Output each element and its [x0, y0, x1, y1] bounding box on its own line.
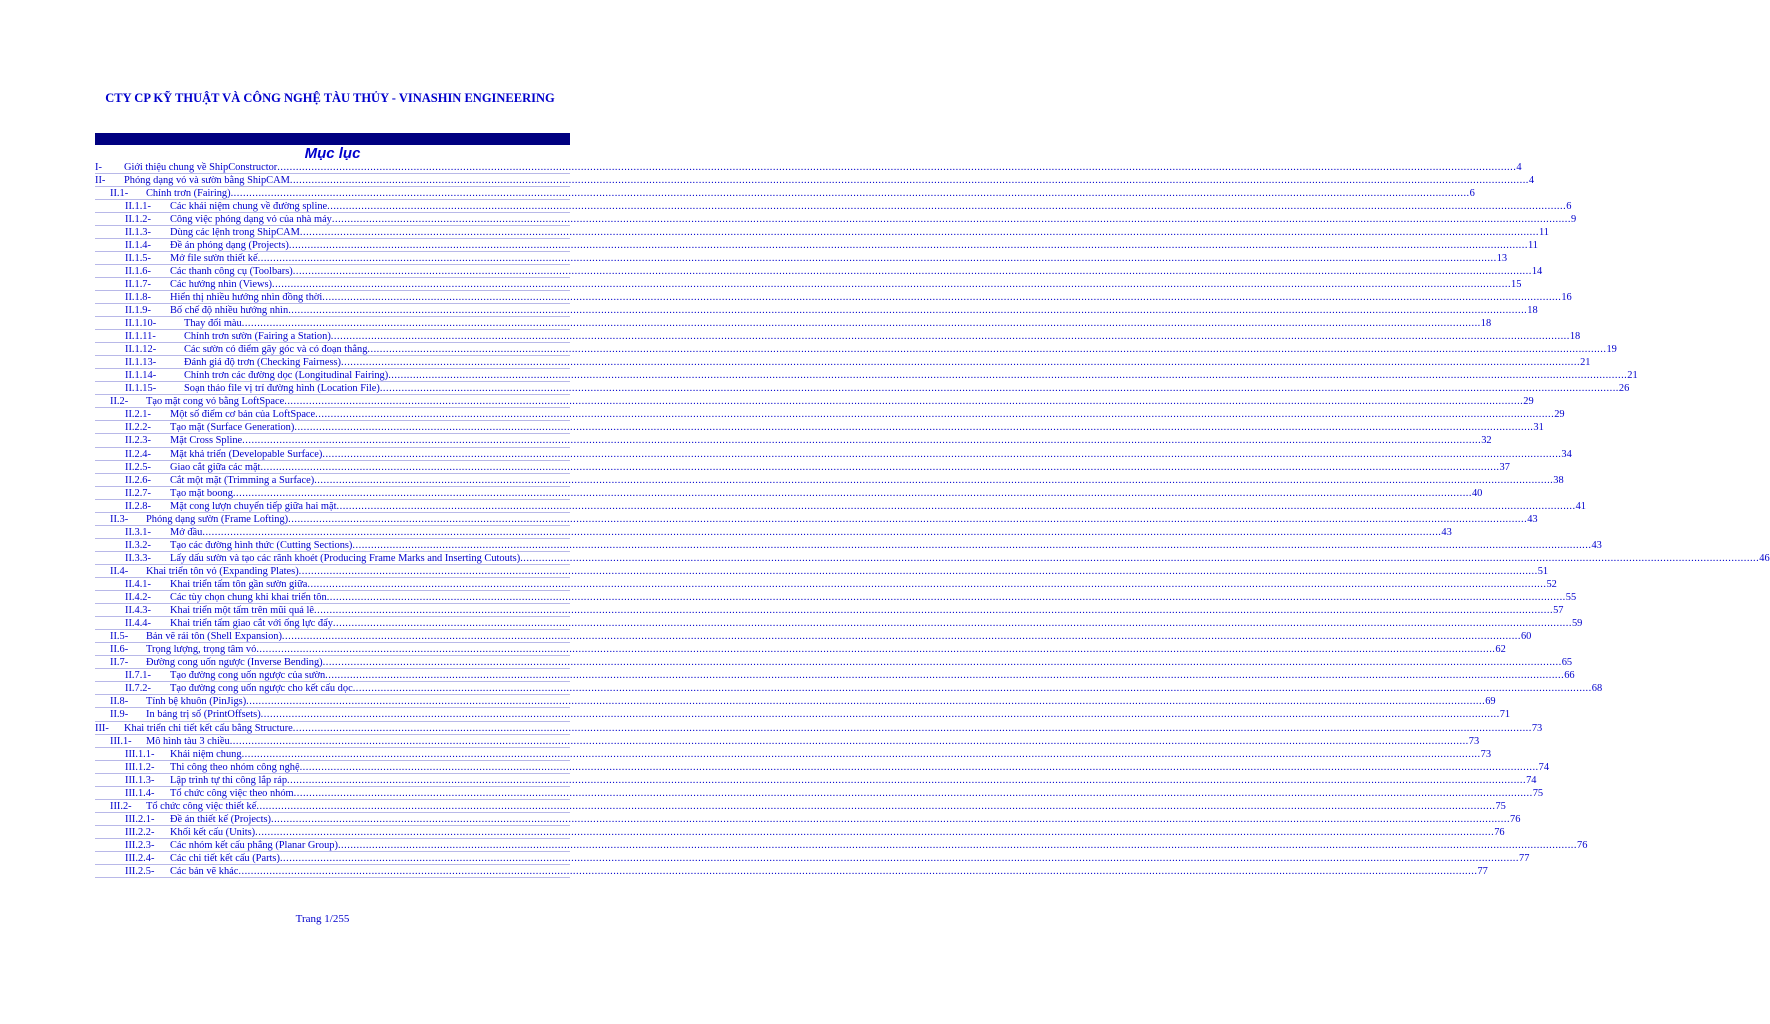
toc-entry-number: II.2.1-	[125, 409, 151, 421]
toc-entry-number: II.2.2-	[125, 422, 151, 434]
toc-entry-number: II.1.5-	[125, 252, 151, 264]
toc-entry-number: II.1.12-	[125, 344, 157, 356]
toc-leader-dots: ................................................................................................................................................................................................................................................................................................................................................................................................................	[299, 761, 1539, 773]
toc-entry-page: 74	[1526, 774, 1537, 786]
toc-entry-number: III.2.2-	[125, 826, 155, 838]
toc-entry-number: II.1.1-	[125, 200, 151, 212]
toc-entry-number: I-	[95, 161, 102, 173]
toc-leader-dots: ................................................................................................................................................................................................................................................................................................................................................................................................................	[229, 735, 1469, 747]
toc-leader-dots: ................................................................................................................................................................................................................................................................................................................................................................................................................	[298, 565, 1538, 577]
toc-entry-number: II.2.4-	[125, 448, 151, 460]
toc-leader-dots: ................................................................................................................................................................................................................................................................................................................................................................................................................	[322, 657, 1562, 669]
toc-entry[interactable]	[95, 748, 1492, 761]
toc-entry-page: 32	[1481, 435, 1492, 447]
toc-entry[interactable]	[95, 813, 1521, 826]
toc-entry[interactable]	[95, 265, 1543, 278]
toc-entry-title: Tạo các đường hình thức (Cutting Sections)	[170, 539, 353, 551]
toc-entry-title: Tổ chức công việc thiết kế	[146, 800, 257, 812]
toc-leader-dots: ................................................................................................................................................................................................................................................................................................................................................................................................................	[288, 513, 1528, 525]
toc-entry[interactable]	[95, 474, 1564, 487]
toc-leader-dots: ................................................................................................................................................................................................................................................................................................................................................................................................................	[294, 422, 1534, 434]
toc-entry-page: 65	[1561, 657, 1573, 669]
toc-entry-number: III.1.4-	[125, 787, 155, 799]
toc-entry[interactable]	[95, 317, 1492, 330]
toc-entry-title: Mở file sườn thiết kế	[170, 252, 258, 264]
toc-entry[interactable]	[95, 669, 1575, 682]
toc-entry-page: 77	[1477, 866, 1488, 878]
toc-entry-number: II.5-	[110, 631, 129, 643]
toc-entry-page: 52	[1546, 579, 1557, 590]
toc-entry-page: 26	[1618, 383, 1630, 395]
toc-leader-dots: ................................................................................................................................................................................................................................................................................................................................................................................................................	[292, 265, 1532, 277]
toc-entry[interactable]	[95, 722, 1543, 735]
toc-entry[interactable]	[95, 591, 1577, 604]
toc-entry-number: III.2.3-	[125, 839, 155, 851]
toc-entry-number: III.2-	[110, 800, 132, 812]
toc-entry-number: II.3.1-	[125, 526, 151, 538]
toc-leader-dots: ................................................................................................................................................................................................................................................................................................................................................................................................................	[332, 618, 1572, 630]
toc-entry-number: II.3.2-	[125, 539, 151, 551]
toc-entry-number: II.4-	[110, 565, 129, 577]
toc-entry[interactable]	[95, 226, 1549, 239]
toc-entry[interactable]	[95, 774, 1537, 787]
toc-leader-dots: ................................................................................................................................................................................................................................................................................................................................................................................................................	[299, 226, 1539, 238]
toc-entry-title: Khối kết cấu (Units)	[170, 826, 256, 838]
toc-entry-page: 29	[1554, 409, 1565, 421]
toc-entry[interactable]	[95, 708, 1511, 721]
toc-entry-page: 74	[1538, 761, 1550, 773]
toc-entry-title: Mô hình tàu 3 chiều	[146, 735, 230, 747]
toc-entry-page: 40	[1471, 487, 1483, 499]
toc-entry-title: Trọng lượng, trọng tâm vỏ	[146, 644, 257, 656]
toc-entry[interactable]	[95, 852, 1530, 865]
toc-entry-title: Mặt cong lượn chuyển tiếp giữa hai mặt	[170, 500, 337, 512]
toc-entry[interactable]	[95, 565, 1549, 578]
table-of-contents	[95, 161, 1770, 879]
toc-entry[interactable]	[95, 343, 1617, 356]
toc-entry-page: 21	[1627, 370, 1638, 382]
toc-entry-page: 18	[1480, 318, 1492, 330]
toc-entry-number: II.7-	[110, 657, 129, 669]
toc-entry-page: 19	[1606, 344, 1617, 356]
toc-leader-dots: ................................................................................................................................................................................................................................................................................................................................................................................................................	[256, 644, 1496, 656]
toc-entry-title: Công việc phóng dạng vỏ của nhà máy	[170, 213, 332, 225]
toc-entry[interactable]	[95, 187, 1475, 200]
toc-leader-dots: ................................................................................................................................................................................................................................................................................................................................................................................................................	[281, 631, 1521, 643]
toc-leader-dots: ................................................................................................................................................................................................................................................................................................................................................................................................................	[279, 852, 1519, 864]
toc-leader-dots: ................................................................................................................................................................................................................................................................................................................................................................................................................	[284, 396, 1524, 408]
toc-entry-title: Đề án phóng dạng (Projects)	[170, 239, 289, 251]
toc-entry[interactable]	[95, 826, 1505, 839]
toc-entry-page: 46	[1759, 552, 1770, 564]
toc-entry[interactable]	[95, 787, 1544, 800]
toc-entry-number: III.2.4-	[125, 852, 155, 864]
toc-entry-number: II.4.2-	[125, 592, 151, 604]
toc-leader-dots: ................................................................................................................................................................................................................................................................................................................................................................................................................	[256, 800, 1496, 812]
toc-leader-dots: ................................................................................................................................................................................................................................................................................................................................................................................................................	[238, 866, 1478, 878]
toc-entry-page: 34	[1561, 448, 1572, 460]
toc-entry[interactable]	[95, 421, 1544, 434]
toc-leader-dots: ................................................................................................................................................................................................................................................................................................................................................................................................................	[337, 839, 1577, 851]
toc-entry[interactable]	[95, 526, 1452, 539]
toc-entry-page: 11	[1538, 226, 1549, 238]
toc-entry[interactable]	[95, 604, 1564, 617]
toc-leader-dots: ................................................................................................................................................................................................................................................................................................................................................................................................................	[271, 278, 1512, 290]
toc-entry-title: Chỉnh trơn sườn (Fairing a Station)	[184, 331, 331, 343]
toc-entry[interactable]	[95, 578, 1557, 591]
toc-entry-page: 43	[1591, 539, 1602, 551]
toc-entry[interactable]	[95, 395, 1534, 408]
toc-entry[interactable]	[95, 643, 1506, 656]
toc-entry[interactable]	[95, 408, 1565, 421]
toc-entry-number: II.3.3-	[125, 552, 151, 564]
toc-leader-dots: ................................................................................................................................................................................................................................................................................................................................................................................................................	[325, 670, 1565, 682]
toc-entry-page: 59	[1571, 618, 1583, 630]
toc-entry-number: III.1.3-	[125, 774, 155, 786]
toc-entry-title: Lấy dấu sườn và tạo các rãnh khoét (Producing Frame Marks and Inserting Cutouts)	[170, 552, 521, 564]
toc-leader-dots: ................................................................................................................................................................................................................................................................................................................................................................................................................	[257, 252, 1497, 264]
toc-entry[interactable]	[95, 839, 1588, 852]
toc-entry-page: 18	[1527, 305, 1538, 317]
toc-leader-dots: ................................................................................................................................................................................................................................................................................................................................................................................................................	[230, 187, 1470, 199]
toc-entry-number: II.1.6-	[125, 265, 151, 277]
toc-entry[interactable]	[95, 448, 1572, 461]
toc-entry-page: 16	[1561, 291, 1572, 303]
toc-entry-number: III.2.1-	[125, 813, 155, 825]
toc-leader-dots: ................................................................................................................................................................................................................................................................................................................................................................................................................	[326, 592, 1566, 604]
toc-entry-title: Một số điểm cơ bản của LoftSpace	[170, 409, 316, 421]
toc-leader-dots: ................................................................................................................................................................................................................................................................................................................................................................................................................	[330, 331, 1570, 343]
toc-entry-title: Các hướng nhìn (Views)	[170, 278, 272, 290]
toc-entry-number: II.1-	[110, 187, 129, 199]
toc-leader-dots: ................................................................................................................................................................................................................................................................................................................................................................................................................	[242, 435, 1482, 447]
toc-entry[interactable]	[95, 552, 1770, 565]
toc-entry-title: Đường cong uốn ngược (Inverse Bending)	[146, 657, 323, 669]
page-footer: Trang 1/255	[295, 913, 350, 925]
toc-leader-dots: ................................................................................................................................................................................................................................................................................................................................................................................................................	[322, 448, 1562, 460]
toc-leader-dots: ................................................................................................................................................................................................................................................................................................................................................................................................................	[289, 174, 1529, 186]
toc-entry-number: II.2.8-	[125, 500, 151, 512]
toc-entry-number: II.1.11-	[125, 331, 156, 343]
toc-entry[interactable]	[95, 304, 1538, 317]
toc-entry-title: Bố chế độ nhiều hướng nhìn	[170, 305, 289, 317]
toc-leader-dots: ................................................................................................................................................................................................................................................................................................................................................................................................................	[255, 826, 1495, 838]
toc-entry-page: 14	[1531, 265, 1543, 277]
toc-entry-number: II.7.2-	[125, 683, 151, 695]
toc-leader-dots: ................................................................................................................................................................................................................................................................................................................................................................................................................	[331, 213, 1571, 225]
toc-entry-title: Mở đầu	[170, 526, 203, 538]
toc-entry-title: Khai triển tấm tôn gần sườn giữa	[170, 579, 308, 590]
toc-entry-page: 73	[1480, 748, 1492, 760]
toc-entry-title: Các nhóm kết cấu phẳng (Planar Group)	[170, 839, 338, 851]
toc-entry-number: II.2.3-	[125, 435, 151, 447]
toc-entry-title: Thi công theo nhóm công nghệ	[170, 761, 300, 773]
toc-entry[interactable]	[95, 695, 1496, 708]
toc-leader-dots: ................................................................................................................................................................................................................................................................................................................................................................................................................	[327, 200, 1567, 212]
toc-entry-page: 73	[1468, 735, 1480, 747]
toc-leader-dots: ................................................................................................................................................................................................................................................................................................................................................................................................................	[232, 487, 1472, 499]
toc-leader-dots: ................................................................................................................................................................................................................................................................................................................................................................................................................	[336, 500, 1576, 512]
toc-entry-page: 37	[1499, 461, 1510, 473]
toc-leader-dots: ................................................................................................................................................................................................................................................................................................................................................................................................................	[270, 813, 1511, 825]
toc-entry-title: Mặt khả triển (Developable Surface)	[170, 448, 323, 460]
toc-entry-title: In bảng trị số (PrintOffsets)	[146, 709, 261, 721]
toc-entry[interactable]	[95, 252, 1508, 265]
toc-leader-dots: ................................................................................................................................................................................................................................................................................................................................................................................................................	[260, 461, 1500, 473]
toc-entry-title: Các khái niệm chung về đường spline	[170, 200, 328, 212]
toc-entry-title: Các bản vẽ khác	[170, 866, 239, 878]
toc-leader-dots: ................................................................................................................................................................................................................................................................................................................................................................................................................	[341, 357, 1581, 369]
toc-entry-title: Lập trình tự thi công lắp ráp	[170, 774, 288, 786]
toc-entry[interactable]	[95, 369, 1638, 382]
toc-entry-title: Phóng dạng vỏ và sườn bằng ShipCAM	[124, 174, 290, 186]
toc-entry-page: 57	[1553, 605, 1564, 617]
toc-entry-page: 43	[1441, 526, 1452, 538]
toc-entry[interactable]	[95, 291, 1572, 304]
toc-entry-page: 29	[1523, 396, 1534, 408]
toc-entry-title: Chỉnh trơn (Fairing)	[146, 187, 231, 199]
toc-entry-number: II.9-	[110, 709, 129, 721]
toc-entry-title: Khai triển chi tiết kết cấu bằng Structure	[124, 722, 293, 734]
toc-entry-title: Các thanh công cụ (Toolbars)	[170, 265, 293, 277]
toc-entry-number: II.2.6-	[125, 474, 151, 486]
toc-leader-dots: ................................................................................................................................................................................................................................................................................................................................................................................................................	[388, 370, 1628, 382]
toc-entry-page: 11	[1527, 239, 1538, 251]
toc-entry-page: 55	[1565, 592, 1577, 604]
toc-entry-page: 73	[1531, 722, 1543, 734]
toc-entry-title: Phóng dạng sườn (Frame Lofting)	[146, 513, 289, 525]
toc-entry[interactable]	[95, 213, 1577, 226]
toc-entry-number: II.1.9-	[125, 305, 151, 317]
toc-entry[interactable]	[95, 461, 1510, 474]
toc-leader-dots: ................................................................................................................................................................................................................................................................................................................................................................................................................	[287, 774, 1527, 786]
toc-entry-page: 76	[1494, 826, 1505, 838]
toc-entry-title: Soạn thảo file vị trí đường hình (Location File)	[184, 383, 380, 395]
toc-entry[interactable]	[95, 330, 1581, 343]
toc-entry-page: 6	[1469, 187, 1475, 199]
toc-entry-number: III.2.5-	[125, 866, 155, 878]
toc-entry-page: 38	[1553, 474, 1564, 486]
toc-leader-dots: ................................................................................................................................................................................................................................................................................................................................................................................................................	[292, 722, 1532, 734]
toc-entry[interactable]	[95, 513, 1538, 526]
toc-entry-page: 4	[1516, 161, 1522, 173]
toc-entry-page: 6	[1566, 200, 1572, 212]
toc-entry-page: 68	[1591, 683, 1603, 695]
toc-entry-page: 4	[1528, 174, 1535, 186]
toc-entry-title: Khái niệm chung	[170, 748, 242, 760]
toc-leader-dots: ................................................................................................................................................................................................................................................................................................................................................................................................................	[246, 696, 1486, 708]
toc-entry-title: Khai triển tấm giao cắt với ống lực đẩy	[170, 618, 333, 630]
toc-entry-title: Tổ chức công việc theo nhóm	[170, 787, 294, 799]
toc-entry[interactable]	[95, 865, 1488, 878]
toc-entry-title: Đánh giá độ trơn (Checking Fairness)	[184, 357, 341, 369]
toc-entry-number: II.1.3-	[125, 226, 151, 238]
toc-entry-title: Dùng các lệnh trong ShipCAM	[170, 226, 300, 238]
toc-entry[interactable]	[95, 539, 1602, 552]
toc-entry-number: III.1-	[110, 735, 132, 747]
toc-leader-dots: ................................................................................................................................................................................................................................................................................................................................................................................................................	[352, 683, 1592, 695]
toc-entry[interactable]	[95, 382, 1630, 395]
toc-entry-title: Tạo mặt cong vỏ bằng LoftSpace	[146, 396, 285, 408]
toc-entry-page: 41	[1575, 500, 1586, 512]
toc-entry-number: II.1.13-	[125, 357, 157, 369]
toc-entry[interactable]	[95, 278, 1522, 291]
toc-leader-dots: ................................................................................................................................................................................................................................................................................................................................................................................................................	[307, 579, 1547, 590]
toc-entry[interactable]	[95, 800, 1506, 813]
toc-entry-number: II.6-	[110, 644, 129, 656]
toc-entry-number: II-	[95, 174, 106, 186]
toc-entry-page: 9	[1570, 213, 1577, 225]
toc-entry-number: II.1.7-	[125, 278, 151, 290]
toc-entry-page: 13	[1496, 252, 1508, 264]
toc-entry-page: 77	[1519, 852, 1530, 864]
toc-entry[interactable]	[95, 682, 1603, 695]
toc-entry-title: Tạo mặt boong	[170, 487, 233, 499]
toc-entry[interactable]	[95, 735, 1480, 748]
toc-entry-page: 18	[1569, 331, 1581, 343]
toc-entry-page: 62	[1495, 644, 1506, 656]
toc-entry-title: Các chi tiết kết cấu (Parts)	[170, 852, 280, 864]
toc-title: Mục lục	[304, 145, 361, 162]
toc-entry-page: 51	[1537, 565, 1549, 577]
toc-entry-number: II.8-	[110, 696, 129, 708]
toc-entry-number: II.2.7-	[125, 487, 151, 499]
toc-entry[interactable]	[95, 239, 1538, 252]
toc-entry-page: 43	[1527, 513, 1538, 525]
toc-entry-number: II.4.1-	[125, 579, 151, 590]
toc-entry[interactable]	[95, 161, 1522, 174]
toc-entry[interactable]	[95, 500, 1586, 513]
toc-entry[interactable]	[95, 487, 1483, 500]
toc-entry-title: Tạo đường cong uốn ngược cho kết cấu dọc	[170, 683, 353, 695]
toc-entry-number: II.1.10-	[125, 318, 157, 330]
toc-entry-page: 21	[1580, 357, 1591, 369]
toc-leader-dots: ................................................................................................................................................................................................................................................................................................................................................................................................................	[293, 787, 1533, 799]
toc-entry-title: Khai triển một tấm trên mũi quả lê	[170, 605, 314, 617]
toc-entry-title: Giao cắt giữa các mặt	[170, 461, 261, 473]
toc-entry-page: 76	[1577, 839, 1588, 851]
toc-entry-title: Giới thiệu chung về ShipConstructor	[124, 161, 278, 173]
toc-entry-page: 31	[1533, 422, 1544, 434]
toc-leader-dots: ................................................................................................................................................................................................................................................................................................................................................................................................................	[520, 552, 1760, 564]
toc-leader-dots: ................................................................................................................................................................................................................................................................................................................................................................................................................	[288, 239, 1528, 251]
toc-leader-dots: ................................................................................................................................................................................................................................................................................................................................................................................................................	[241, 748, 1481, 760]
toc-entry-number: II.7.1-	[125, 670, 151, 682]
toc-leader-dots: ................................................................................................................................................................................................................................................................................................................................................................................................................	[315, 409, 1555, 421]
toc-entry-title: Các sườn có điểm gãy góc và có đoạn thẳng	[184, 344, 368, 356]
toc-entry[interactable]	[95, 434, 1492, 447]
toc-entry[interactable]	[95, 761, 1550, 774]
toc-leader-dots: ................................................................................................................................................................................................................................................................................................................................................................................................................	[379, 383, 1619, 395]
toc-entry-number: III.1.1-	[125, 748, 155, 760]
toc-entry-page: 75	[1532, 787, 1544, 799]
toc-leader-dots: ................................................................................................................................................................................................................................................................................................................................................................................................................	[352, 539, 1592, 551]
toc-entry-title: Tạo mặt (Surface Generation)	[170, 422, 295, 434]
toc-entry-title: Các tùy chọn chung khi khai triển tôn	[170, 592, 327, 604]
toc-leader-dots: ................................................................................................................................................................................................................................................................................................................................................................................................................	[260, 709, 1500, 721]
toc-entry[interactable]	[95, 200, 1572, 213]
toc-entry-page: 76	[1510, 813, 1521, 825]
toc-entry-number: II.1.8-	[125, 291, 151, 303]
toc-entry-number: II.1.15-	[125, 383, 157, 395]
toc-entry[interactable]	[95, 174, 1535, 187]
toc-entry-title: Tính bệ khuôn (PinJigs)	[146, 696, 247, 708]
toc-entry[interactable]	[95, 630, 1532, 643]
toc-entry-page: 60	[1520, 631, 1532, 643]
toc-entry-title: Tạo đường cong uốn ngược của sườn	[170, 670, 326, 682]
toc-entry-page: 66	[1564, 670, 1575, 682]
toc-entry-title: Chỉnh trơn các đường dọc (Longitudinal Fairing)	[184, 370, 389, 382]
toc-entry-page: 71	[1499, 709, 1511, 721]
toc-leader-dots: ................................................................................................................................................................................................................................................................................................................................................................................................................	[202, 526, 1442, 538]
toc-leader-dots: ................................................................................................................................................................................................................................................................................................................................................................................................................	[367, 344, 1607, 356]
toc-entry-number: II.1.14-	[125, 370, 157, 382]
toc-entry-title: Khai triển tôn vỏ (Expanding Plates)	[146, 565, 299, 577]
toc-entry-title: Bản vẽ rải tôn (Shell Expansion)	[146, 631, 282, 643]
company-header: CTY CP KỸ THUẬT VÀ CÔNG NGHỆ TÀU THỦY - VINASHIN ENGINEERING	[105, 91, 555, 105]
toc-leader-dots: ................................................................................................................................................................................................................................................................................................................................................................................................................	[314, 605, 1554, 617]
toc-entry-title: Mặt Cross Spline	[170, 435, 243, 447]
toc-entry[interactable]	[95, 656, 1573, 669]
toc-leader-dots: ................................................................................................................................................................................................................................................................................................................................................................................................................	[314, 474, 1554, 486]
toc-entry-title: Đề án thiết kế (Projects)	[170, 813, 271, 825]
toc-entry-title: Thay đổi màu	[184, 318, 242, 330]
toc-leader-dots: ................................................................................................................................................................................................................................................................................................................................................................................................................	[288, 305, 1528, 317]
toc-leader-dots: ................................................................................................................................................................................................................................................................................................................................................................................................................	[322, 291, 1562, 303]
toc-entry-title: Hiển thị nhiều hướng nhìn đồng thời	[170, 291, 323, 303]
toc-entry[interactable]	[95, 617, 1583, 630]
toc-entry-number: II.3-	[110, 513, 129, 525]
toc-entry-number: II.4.4-	[125, 618, 151, 630]
toc-entry-number: II.1.4-	[125, 239, 151, 251]
toc-entry-page: 69	[1485, 696, 1496, 708]
toc-entry-number: II.2-	[110, 396, 129, 408]
toc-leader-dots: ................................................................................................................................................................................................................................................................................................................................................................................................................	[241, 318, 1481, 330]
toc-entry-number: II.2.5-	[125, 461, 151, 473]
toc-entry-page: 15	[1511, 278, 1522, 290]
toc-entry-page: 75	[1495, 800, 1506, 812]
toc-entry[interactable]	[95, 356, 1591, 369]
toc-leader-dots: ................................................................................................................................................................................................................................................................................................................................................................................................................	[277, 161, 1517, 173]
toc-entry-number: II.4.3-	[125, 605, 151, 617]
toc-entry-number: II.1.2-	[125, 213, 151, 225]
toc-entry-number: III-	[95, 722, 109, 734]
toc-entry-number: III.1.2-	[125, 761, 155, 773]
toc-entry-title: Cắt một mặt (Trimming a Surface)	[170, 474, 315, 486]
